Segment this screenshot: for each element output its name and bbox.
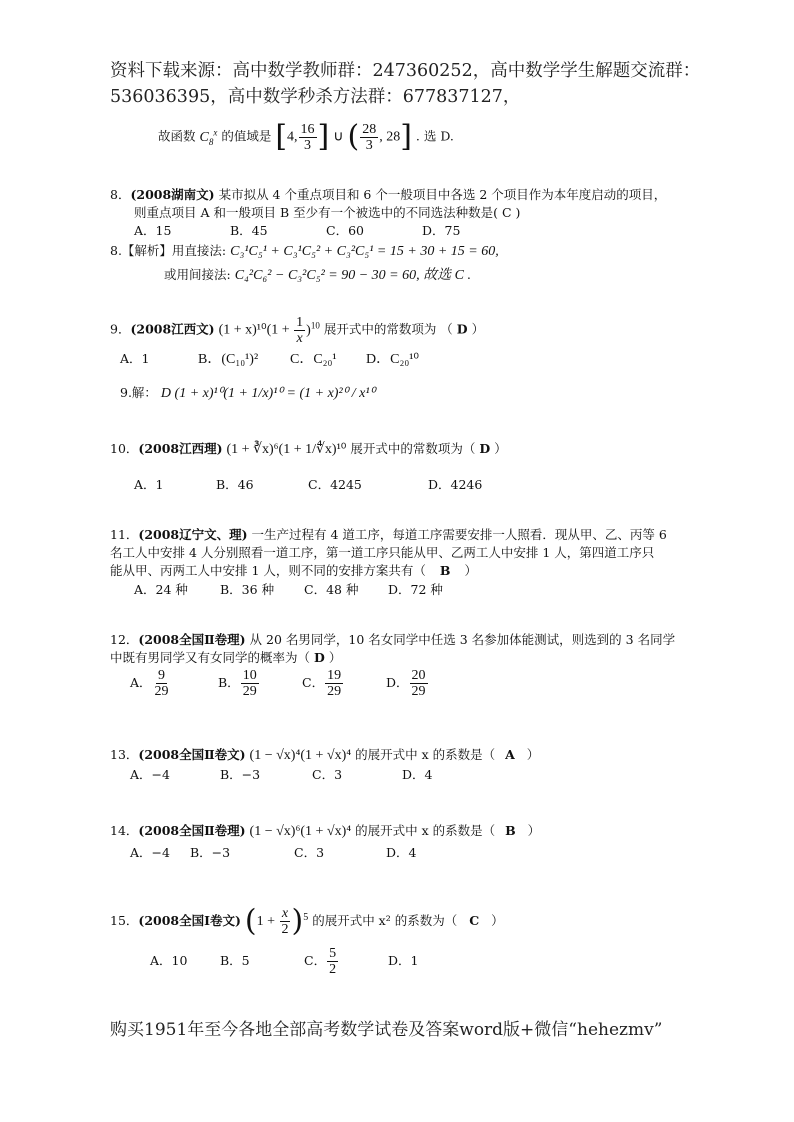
q14-text: 的展开式中 x 的系数是（: [355, 823, 496, 838]
q9-line: [110, 312, 484, 346]
frac-den: 3: [365, 137, 373, 153]
q13-number: 13．: [110, 747, 139, 762]
option-label: C．: [302, 675, 325, 690]
q11-option-d: D．72 种: [388, 582, 443, 597]
q12-answer: D: [314, 650, 325, 665]
option-label: D．: [386, 675, 409, 690]
q9-expression: (1 + x)¹⁰(1 +: [218, 322, 294, 338]
q15-option-c: [304, 946, 388, 977]
q10-source: (2008江西理): [138, 441, 223, 456]
q9-expr-close: )$^{10}$: [306, 320, 320, 338]
q11-line-2: 名工人中安排 4 人分别照看一道工序，第一道工序只能从甲、乙两工人中安排 1 人，第四道工序只: [110, 545, 655, 560]
q10-option-c: C．4245: [308, 477, 362, 492]
q11-option-a: A．24 种: [134, 582, 188, 597]
q11-answer: B: [439, 563, 451, 578]
q12-text-2: 中既有男同学又有女同学的概率为（: [110, 650, 311, 665]
option-label: C．: [304, 953, 327, 968]
q10-option-a: A．1: [134, 477, 164, 492]
q15-line: [110, 902, 504, 938]
q13-expression: (1 − √x)⁴(1 + √x)⁴: [249, 748, 352, 763]
q9-solution-label: 9.解：: [120, 385, 157, 400]
q9-source: (2008江西文): [130, 321, 215, 337]
frac-num: x: [281, 906, 289, 922]
q15-text: 的展开式中 x² 的系数为（: [312, 913, 458, 929]
q14-close: ）: [527, 823, 541, 838]
q9-close: ）: [471, 321, 485, 337]
q15-options: [150, 946, 418, 977]
q8-option-b: B．45: [230, 223, 268, 238]
frac-den: 29: [242, 684, 257, 699]
q11-text-1: 一生产过程有 4 道工序，每道工序需要安排一人照看．现从甲、乙、丙等 6: [251, 527, 667, 542]
q13-option-d: D．4: [402, 767, 433, 782]
frac-num: 19: [327, 668, 342, 683]
q9-number: 9．: [110, 321, 131, 337]
option-fraction: [153, 668, 171, 699]
q12-number: 12．: [110, 632, 139, 647]
q10-number: 10．: [110, 441, 139, 456]
q10-line: [110, 440, 507, 458]
frac-num: 16: [300, 121, 315, 137]
q15-paren-close: ): [291, 903, 304, 939]
q8-solution-1: [110, 242, 499, 260]
footer-note: 购买1951年至今各地全部高考数学试卷及答案word版+微信“hehezmv”: [110, 1020, 663, 1040]
option-label: B．: [218, 675, 240, 690]
frac-den: 2: [329, 962, 337, 977]
frac-den: 2: [281, 922, 289, 938]
q13-close: ）: [526, 747, 540, 762]
q10-options: [134, 476, 482, 493]
frac-num: 9: [158, 668, 166, 683]
q15-answer: C: [469, 913, 480, 929]
frac-num: 5: [329, 946, 337, 961]
prev-mid: 的值域是: [221, 128, 272, 144]
q8-line-1: [110, 186, 666, 203]
q15-close: ）: [491, 913, 504, 929]
q13-option-a: A．−4: [130, 767, 170, 782]
fraction-28-3: [360, 122, 378, 153]
q10-answer: D: [479, 441, 491, 456]
q9-option-d: D．C₂₀¹⁰: [366, 352, 420, 367]
option-fraction: [325, 668, 343, 699]
option-fraction: [410, 668, 428, 699]
bracket-close-2: ]: [400, 119, 412, 155]
q9-option-a: A．1: [120, 351, 150, 366]
q13-answer: A: [505, 747, 515, 762]
q13-option-b: B．−3: [220, 767, 261, 782]
header-line-2: 536036395，高中数学秒杀方法群：677837127，: [110, 87, 521, 107]
q8-options: [134, 222, 460, 239]
frac-den: 29: [327, 684, 342, 699]
union-symbol: ∪: [333, 129, 344, 145]
q14-option-c: C．3: [294, 845, 325, 860]
q15-one-plus: 1 +: [256, 914, 279, 930]
q8-option-d: D．75: [422, 223, 461, 238]
q9-answer: D: [456, 321, 468, 337]
q11-line-1: [110, 526, 667, 543]
q14-line: [110, 822, 540, 840]
q15-option-b: B．5: [220, 953, 250, 968]
q11-line-3: [110, 562, 477, 579]
q13-line: [110, 746, 539, 764]
q15-exponent: 5: [303, 912, 309, 923]
q11-option-b: B．36 种: [220, 582, 275, 597]
q12-option-d: [386, 668, 429, 699]
q15-option-a: A．10: [150, 953, 188, 968]
q10-text: 展开式中的常数项为（: [350, 441, 476, 456]
q13-option-c: C．3: [312, 767, 343, 782]
q10-expression: (1 + ∛x)⁶(1 + 1/∜x)¹⁰: [226, 442, 347, 457]
q12-option-b: [218, 668, 302, 699]
q9-text: 展开式中的常数项为 （: [323, 321, 453, 337]
q12-text-1: 从 20 名男同学，10 名女同学中任选 3 名参加体能测试，则选到的 3 名同学: [249, 632, 676, 647]
q8-number: 8．: [110, 187, 131, 202]
frac-den: x: [296, 330, 303, 346]
q12-option-c: [302, 668, 386, 699]
range-a1: 4,: [287, 129, 298, 145]
q13-options: [130, 766, 432, 783]
q12-source: (2008全国Ⅱ卷理): [138, 632, 246, 647]
frac-den: 3: [304, 137, 312, 153]
q10-option-d: D．4246: [428, 477, 483, 492]
q8-option-c: C．60: [326, 223, 364, 238]
q14-options: [130, 844, 416, 861]
q12-line-2: [110, 649, 341, 666]
q12-option-a: [130, 668, 218, 699]
q12-close: ）: [328, 650, 342, 665]
q13-text: 的展开式中 x 的系数是（: [355, 747, 496, 762]
q15-number: 15．: [110, 913, 139, 929]
q9-fraction: [294, 315, 305, 346]
q11-source: (2008辽宁文、理): [138, 527, 248, 542]
q11-number: 11．: [110, 527, 139, 542]
option-fraction: [241, 668, 259, 699]
q10-close: ）: [494, 441, 507, 456]
q14-option-d: D．4: [386, 845, 417, 860]
prev-prefix: 故函数: [158, 128, 196, 144]
q9-options: [120, 350, 419, 368]
q14-option-b: B．−3: [190, 845, 231, 860]
range-a2: , 28: [379, 129, 401, 145]
q8-line-2: 则重点项目 A 和一般项目 B 至少有一个被选中的不同选法种数是( C ): [134, 205, 521, 220]
frac-num: 1: [296, 314, 304, 330]
q8-solution-2-expr: C₄²C₆² − C₃²C₅² = 90 − 30 = 60, 故选 C .: [234, 268, 471, 283]
bracket-close: ]: [317, 119, 330, 155]
frac-den: 29: [154, 684, 169, 699]
header-line-1: 资料下载来源：高中数学教师群：247360252，高中数学学生解题交流群：: [110, 61, 701, 81]
q8-solution-expr: C₃¹C₅¹ + C₃¹C₅² + C₃²C₅¹ = 15 + 30 + 15 = 60,: [230, 244, 499, 259]
q9-option-c: C．C₂₀¹: [290, 352, 337, 367]
frac-num: 10: [242, 668, 257, 683]
q10-option-b: B．46: [216, 477, 254, 492]
q8-solution-2: [164, 266, 471, 284]
q8-solution-label: 8.【解析】用直接法:: [110, 243, 227, 258]
q15-source: (2008全国Ⅰ卷文): [138, 913, 241, 929]
q15-option-d: D．1: [388, 953, 419, 968]
q8-option-a: A．15: [134, 223, 172, 238]
q15-paren-open: (: [244, 903, 257, 939]
q14-number: 14．: [110, 823, 139, 838]
option-label: A．: [130, 675, 152, 690]
q11-option-c: C．48 种: [304, 582, 359, 597]
q14-expression: (1 − √x)⁶(1 + √x)⁴: [249, 824, 352, 839]
q11-options: [134, 581, 443, 598]
q9-solution-expr: D (1 + x)¹⁰(1 + 1/x)¹⁰ = (1 + x)²⁰ / x¹⁰: [160, 386, 376, 401]
paren-open: (: [347, 119, 360, 155]
q8-text-1: 某市拟从 4 个重点项目和 6 个一般项目中各选 2 个项目作为本年度启动的项目，: [218, 187, 667, 202]
c8x-symbol: $C_8^x$: [199, 127, 218, 147]
bracket-open: [: [275, 119, 288, 155]
frac-den: 29: [411, 684, 426, 699]
prev-suffix: . 选 D.: [415, 128, 454, 144]
fraction-16-3: [299, 122, 317, 153]
q8-solution-2-label: 或用间接法:: [164, 267, 231, 282]
q14-option-a: A．−4: [130, 845, 170, 860]
q11-close: ）: [464, 563, 477, 578]
q11-text-3: 能从甲、丙两工人中安排 1 人，则不同的安排方案共有（: [110, 563, 426, 578]
q13-source: (2008全国Ⅱ卷文): [138, 747, 246, 762]
q9-solution: [120, 384, 375, 402]
q15-fraction: [279, 906, 290, 937]
frac-num: 20: [411, 668, 426, 683]
q12-line-1: [110, 631, 675, 648]
q14-source: (2008全国Ⅱ卷理): [138, 823, 246, 838]
q8-source: (2008湖南文): [130, 187, 215, 202]
option-fraction: [327, 946, 338, 977]
prev-solution-line: [158, 112, 454, 161]
q12-options: [130, 668, 429, 699]
frac-num: 28: [362, 121, 377, 137]
q14-answer: B: [505, 823, 516, 838]
q9-option-b: B．(C₁₀¹)²: [198, 352, 259, 367]
